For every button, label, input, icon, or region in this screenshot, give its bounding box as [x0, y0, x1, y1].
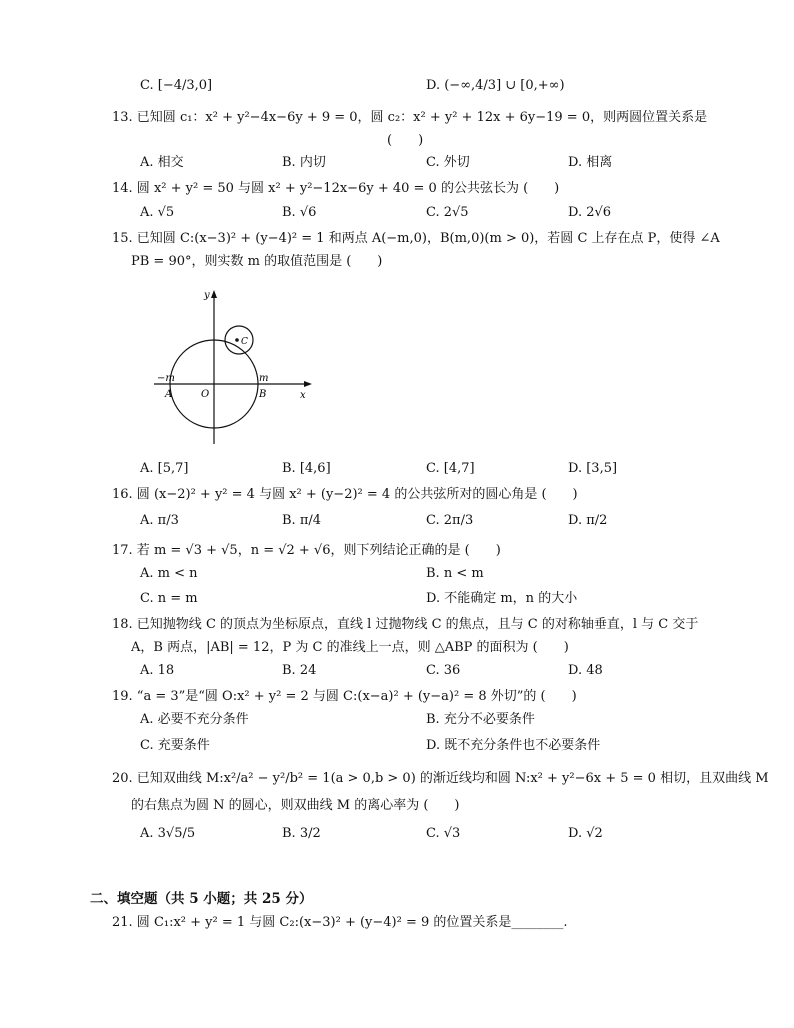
q17-option-c: C. n = m — [140, 591, 198, 606]
q18-option-d: D. 48 — [568, 663, 603, 678]
circle-c — [225, 326, 253, 354]
q17-option-d: D. 不能确定 m，n 的大小 — [426, 591, 578, 606]
pos-m-label: m — [259, 373, 269, 384]
q13-paren: ( ) — [387, 133, 424, 148]
q13-option-b: B. 内切 — [282, 155, 326, 170]
a-label: A — [165, 389, 173, 400]
center-c-dot — [235, 338, 239, 342]
q20-option-a: A. 3√5/5 — [140, 826, 196, 841]
b-label: B — [259, 389, 267, 400]
q16-option-d: D. π/2 — [568, 513, 608, 528]
q20-option-b: B. 3/2 — [282, 826, 321, 841]
q16-option-a: A. π/3 — [140, 513, 179, 528]
o-label: O — [201, 389, 210, 400]
q12-option-c: C. [−4/3,0] — [140, 78, 213, 93]
q16-stem: 16. 圆 (x−2)² + y² = 4 与圆 x² + (y−2)² = 4 的公共弦所对的圆心角是 ( ) — [112, 487, 578, 502]
y-label: y — [204, 290, 210, 301]
q13-option-a: A. 相交 — [140, 155, 184, 170]
q15-option-c: C. [4,7] — [426, 461, 475, 476]
q18-option-b: B. 24 — [282, 663, 317, 678]
q18-stem-line2: A，B 两点，|AB| = 12，P 为 C 的准线上一点，则 △ABP 的面积为 ( ) — [131, 640, 569, 655]
q18-option-a: A. 18 — [140, 663, 175, 678]
q15-option-a: A. [5,7] — [140, 461, 189, 476]
q20-option-d: D. √2 — [568, 826, 603, 841]
q19-stem: 19. “a = 3”是“圆 O:x² + y² = 2 与圆 C:(x−a)² + (y−a)² = 8 外切”的 ( ) — [112, 689, 577, 704]
q16-option-b: B. π/4 — [282, 513, 322, 528]
q15-option-b: B. [4,6] — [282, 461, 331, 476]
q19-option-b: B. 充分不必要条件 — [426, 712, 535, 727]
q18-stem-line1: 18. 已知抛物线 C 的顶点为坐标原点，直线 l 过抛物线 C 的焦点，且与 C 的对称轴垂直，l 与 C 交于 — [112, 617, 699, 632]
q17-option-a: A. m < n — [140, 566, 198, 581]
x-axis-arrow-icon — [304, 381, 312, 387]
q17-option-b: B. n < m — [426, 566, 484, 581]
q15-stem-line1: 15. 已知圆 C:(x−3)² + (y−4)² = 1 和两点 A(−m,0)，B(m,0)(m > 0)，若圆 C 上存在点 P，使得 ∠A — [112, 231, 720, 246]
q18-option-c: C. 36 — [426, 663, 461, 678]
y-axis-arrow-icon — [211, 290, 217, 298]
q14-stem: 14. 圆 x² + y² = 50 与圆 x² + y²−12x−6y + 40 = 0 的公共弦长为 ( ) — [112, 181, 560, 196]
q15-figure — [150, 286, 320, 448]
q20-option-c: C. √3 — [426, 826, 461, 841]
c-label: C — [241, 337, 248, 347]
neg-m-label: −m — [157, 373, 175, 384]
x-label: x — [300, 390, 306, 401]
q15-option-d: D. [3,5] — [568, 461, 618, 476]
q14-option-d: D. 2√6 — [568, 205, 612, 220]
q19-option-c: C. 充要条件 — [140, 738, 210, 753]
q17-stem: 17. 若 m = √3 + √5，n = √2 + √6，则下列结论正确的是 ( ) — [112, 543, 501, 558]
q13-option-d: D. 相离 — [568, 155, 613, 170]
q21-stem: 21. 圆 C₁:x² + y² = 1 与圆 C₂:(x−3)² + (y−4)² = 9 的位置关系是________. — [112, 915, 568, 930]
q13-stem: 13. 已知圆 c₁：x² + y²−4x−6y + 9 = 0，圆 c₂：x² + y² + 12x + 6y−19 = 0，则两圆位置关系是 — [112, 110, 708, 125]
q19-option-d: D. 既不充分条件也不必要条件 — [426, 738, 601, 753]
q20-stem-line1: 20. 已知双曲线 M:x²/a² − y²/b² = 1(a > 0,b > 0) 的渐近线均和圆 N:x² + y²−6x + 5 = 0 相切，且双曲线 M — [112, 771, 769, 786]
section-heading-fill-in: 二、填空题（共 5 小题；共 25 分） — [90, 891, 313, 907]
q14-option-a: A. √5 — [140, 205, 175, 220]
q14-option-b: B. √6 — [282, 205, 317, 220]
q20-stem-line2: 的右焦点为圆 N 的圆心，则双曲线 M 的离心率为 ( ) — [131, 798, 460, 813]
q19-option-a: A. 必要不充分条件 — [140, 712, 249, 727]
q12-option-d: D. (−∞,4/3] ∪ [0,+∞) — [426, 78, 565, 93]
q13-option-c: C. 外切 — [426, 155, 470, 170]
q15-stem-line2: PB = 90°，则实数 m 的取值范围是 ( ) — [131, 254, 383, 269]
q16-option-c: C. 2π/3 — [426, 513, 474, 528]
q14-option-c: C. 2√5 — [426, 205, 469, 220]
